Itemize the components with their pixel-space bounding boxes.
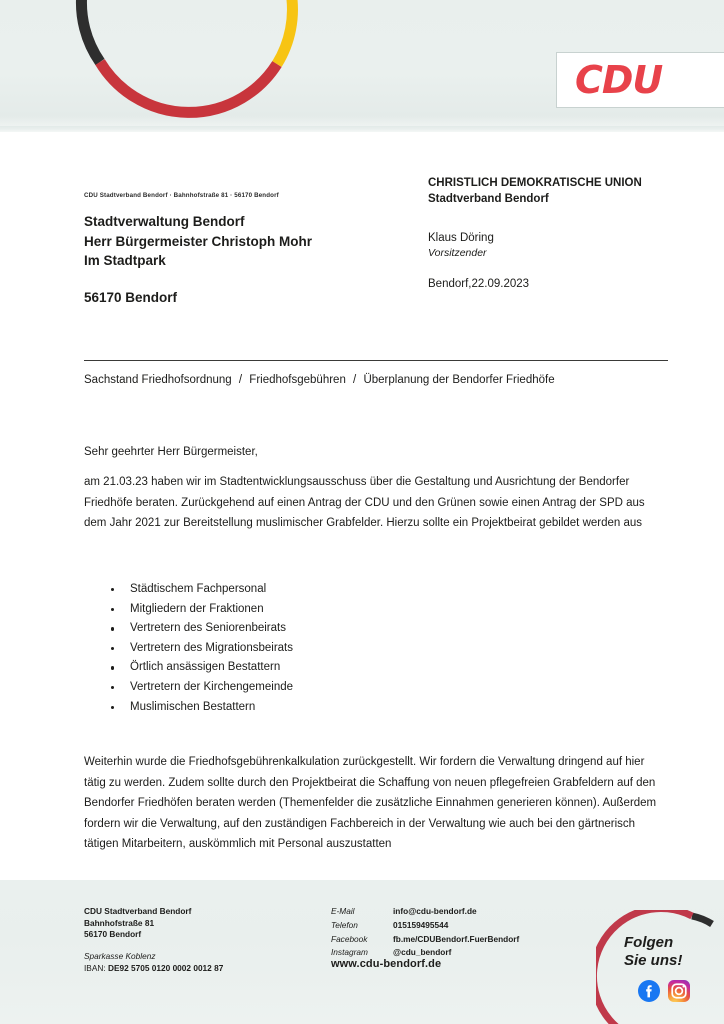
contact-value-facebook[interactable]: fb.me/CDUBendorf.FuerBendorf <box>393 933 520 944</box>
body-paragraph-1: am 21.03.23 haben wir im Stadtentwicklungsausschuss über die Gestaltung und Ausrichtung der Bendorfer Friedhöfe beraten. Zurückgehend auf einen Antrag der CDU und den Grünen sowie einen Antrag der SPD aus dem Jahr 2021 zur Bereitstellung muslimischer Grabfelder. Hierzu sollte ein Projektbeirat gebildet werden aus <box>84 476 645 529</box>
list-item: Örtlich ansässigen Bestattern <box>128 658 293 678</box>
contact-label-instagram: Instagram <box>331 947 368 958</box>
body-paragraph-2: Weiterhin wurde die Friedhofsgebührenkalkulation zurückgestellt. Wir fordern die Verwaltung dringend auf hier tätig zu werden. Zudem sollte durch den Projektbeirat die Schaffung von neuen pflegefreien Grabfeldern auf den Bendorfer Friedhöfen beraten werden (Themenfelder die zusätzliche Einnahmen generieren können). Außerdem fordern wir die Verwaltung, auf den zuständigen Fachbereich in der Verwaltung wie auch bei den gärtnerisch tätigen Mitarbeitern, auskömmlich mit Personal auszustatten <box>84 756 657 850</box>
iban-label: IBAN: <box>84 962 108 973</box>
recipient-line-3: Im Stadtpark <box>84 253 166 268</box>
contact-label-facebook: Facebook <box>331 933 368 944</box>
footer-address-line-1: CDU Stadtverband Bendorf <box>84 906 192 916</box>
facebook-icon[interactable] <box>638 980 660 1002</box>
list-item: Muslimischen Bestattern <box>128 698 293 718</box>
contact-value-instagram[interactable]: @cdu_bendorf <box>393 947 452 958</box>
subject-separator-1: / <box>238 374 243 386</box>
footer-bank-block <box>84 951 223 974</box>
follow-us-line-1: Folgen <box>624 934 674 951</box>
recipient-zip-city: 56170 Bendorf <box>84 290 178 305</box>
contact-label-phone: Telefon <box>331 919 358 930</box>
organization-block <box>428 176 642 207</box>
social-icons-row <box>638 980 690 1002</box>
bank-name: Sparkasse Koblenz <box>84 951 156 961</box>
sender-return-address: CDU Stadtverband Bendorf · Bahnhofstraße 81 · 56170 Bendorf <box>84 192 279 199</box>
cdu-logo-box <box>556 52 724 108</box>
table-row <box>331 920 519 934</box>
subject-part-3: Überplanung der Bendorfer Friedhöfe <box>363 374 555 386</box>
footer-address-line-2: Bahnhofstraße 81 <box>84 917 155 928</box>
contact-table <box>331 906 519 961</box>
sender-person-block <box>428 231 494 261</box>
german-flag-arc-logo <box>72 0 302 134</box>
subject-line <box>84 374 555 386</box>
organization-name-line-1: CHRISTLICH DEMOKRATISCHE UNION <box>428 177 642 189</box>
date-line: Bendorf,22.09.2023 <box>428 278 530 290</box>
footer-address-line-3: 56170 Bendorf <box>84 929 142 940</box>
list-item: Vertretern des Seniorenbeirats <box>128 619 293 639</box>
footer-contact-block <box>331 906 519 961</box>
table-row <box>331 906 519 920</box>
subject-part-2: Friedhofsgebühren <box>249 374 346 386</box>
contact-value-phone[interactable]: 015159495544 <box>393 919 449 930</box>
iban-row <box>84 963 223 975</box>
sender-person-role: Vorsitzender <box>428 247 487 259</box>
follow-us-line-2: Sie uns! <box>624 952 683 969</box>
recipient-line-2: Herr Bürgermeister Christoph Mohr <box>84 233 313 249</box>
follow-us-text <box>624 934 682 970</box>
header-band <box>0 0 724 132</box>
subject-part-1: Sachstand Friedhofsordnung <box>84 374 232 386</box>
list-item: Vertretern des Migrationsbeirats <box>128 639 293 659</box>
subject-divider-rule <box>84 360 668 361</box>
project-board-members-list <box>100 580 293 717</box>
list-item: Vertretern der Kirchengemeinde <box>128 678 293 698</box>
list-item: Mitgliedern der Fraktionen <box>128 600 293 620</box>
contact-label-email: E-Mail <box>331 906 355 916</box>
table-row <box>331 934 519 948</box>
follow-us-badge <box>596 910 724 1024</box>
recipient-line-1: Stadtverwaltung Bendorf <box>84 214 245 229</box>
list-item: Städtischem Fachpersonal <box>128 580 293 600</box>
recipient-address <box>84 212 312 271</box>
cdu-logo-text: CDU <box>575 58 663 102</box>
salutation: Sehr geehrter Herr Bürgermeister, <box>84 446 258 458</box>
sender-person-name: Klaus Döring <box>428 232 494 244</box>
footer-address-block <box>84 906 191 941</box>
website-link[interactable]: www.cdu-bendorf.de <box>331 958 442 970</box>
iban-value: DE92 5705 0120 0002 0012 87 <box>107 962 224 973</box>
organization-name-line-2: Stadtverband Bendorf <box>428 192 549 205</box>
contact-value-email[interactable]: info@cdu-bendorf.de <box>393 906 477 916</box>
instagram-icon[interactable] <box>668 980 690 1002</box>
subject-separator-2: / <box>353 374 357 386</box>
